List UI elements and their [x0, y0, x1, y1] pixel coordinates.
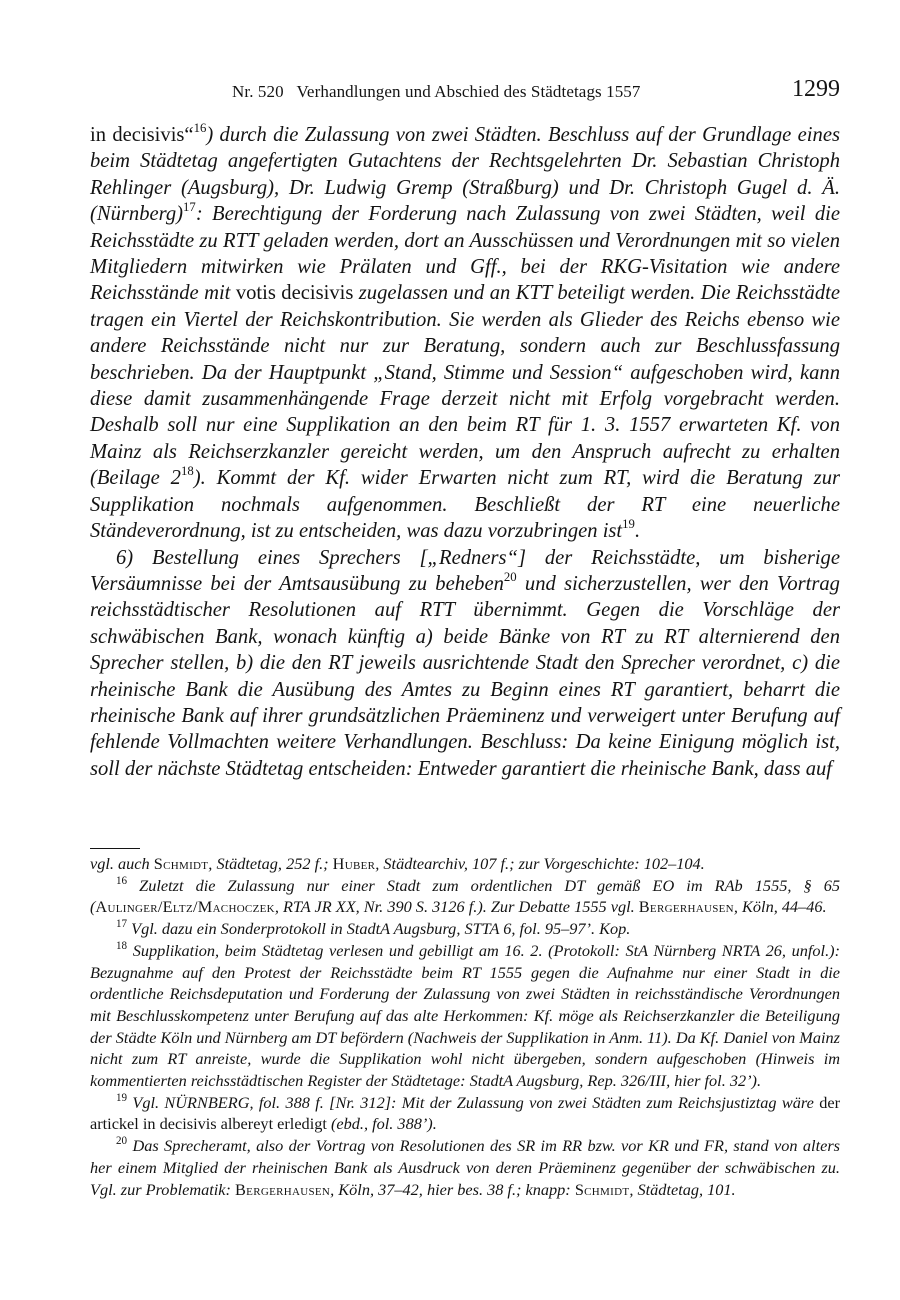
- text-span: , RTA JR XX, Nr. 390 S. 3126 f.). Zur Debatte 1555 vgl.: [274, 897, 639, 917]
- footnote-number: 17: [116, 918, 128, 931]
- author-name: Bergerhausen: [235, 1179, 331, 1199]
- text-span: .: [634, 520, 641, 543]
- footnote-number: 19: [116, 1091, 128, 1104]
- text-span: , Köln, 44–46.: [733, 897, 827, 917]
- footnote-ref[interactable]: 17: [183, 200, 196, 215]
- text-span: : Berechtigung der Forderung nach Zulassung von zwei Städten, weil die Reichsstädte zu RTT geladen werden, dort an Ausschüssen und Verordnungen mit so vielen Mitgliedern mitwirken wie Prälaten und Gff., bei der RKG-Visitation wie andere Reichsstände mit: [90, 203, 840, 305]
- footnote-ref[interactable]: 18: [180, 464, 194, 479]
- footnote-continuation: [90, 853, 840, 875]
- text-span: Zuletzt die Zulassung nur einer Stadt zum ordentlichen DT gemäß EO im RAb 1555, § 65 (: [90, 875, 840, 917]
- text-span: ) durch die Zulassung von zwei Städten. Beschluss auf der Grundlage eines beim Städtetag angefertigten Gutachtens der Rechtsgelehrten Dr. Sebastian Christoph Rehlinger (Augsburg), Dr. Ludwig Gremp (Straßburg) und Dr. Christoph Gugel d. Ä. (Nürnberg): [90, 124, 840, 226]
- text-span: vgl. auch: [90, 854, 154, 873]
- author-name: Schmidt: [153, 854, 209, 873]
- text-span: Vgl. dazu ein Sonderprotokoll in StadtA Augsburg, STTA 6, fol. 95–97’. Kop.: [127, 919, 631, 939]
- footnote-number: 16: [116, 874, 128, 887]
- footnote-number: 20: [116, 1135, 128, 1148]
- text-span: ). Kommt der Kf. wider Erwarten nicht zum RT, wird die Beratung zur Supplikation nochmals aufgenommen. Beschließt der RT eine neuerliche Ständeverordnung, ist zu entscheiden, was dazu vorzubringen ist: [90, 467, 841, 543]
- footnote-16: [90, 875, 840, 918]
- running-title: Nr. 520 Verhandlungen und Abschied des Städtetags 1557: [232, 82, 641, 101]
- text-span: 6) Bestellung eines Sprechers [„Redners“] der Reichsstädte, um bisherige Versäumnisse bei der Amtsausübung zu beheben: [90, 546, 840, 595]
- paragraph: [90, 545, 840, 783]
- footnote-18: [90, 940, 840, 1092]
- footnote-ref[interactable]: 19: [622, 516, 635, 531]
- text-span: in decisivis“: [90, 124, 194, 146]
- author-name: Aulinger/Eltz/Machoczek: [95, 897, 275, 917]
- footnote-17: [90, 918, 840, 940]
- text-span: , Städtetag, 101.: [629, 1179, 736, 1199]
- main-text: [90, 122, 840, 782]
- paragraph: [90, 122, 840, 545]
- author-name: Bergerhausen: [638, 897, 734, 917]
- footnote-20: [90, 1135, 840, 1200]
- author-name: Schmidt: [574, 1179, 630, 1199]
- footnotes: [90, 853, 840, 1200]
- text-span: , Köln, 37–42, hier bes. 38 f.; knapp:: [330, 1179, 575, 1199]
- quoted-source-text: der artickel in decisivis albereyt erledigt: [90, 1092, 840, 1134]
- footnote-number: 18: [116, 939, 128, 952]
- page-number: 1299: [792, 76, 840, 102]
- footnote-ref[interactable]: 16: [193, 120, 207, 135]
- text-span: , Städtearchiv, 107 f.; zur Vorgeschichte: 102–104.: [375, 854, 705, 873]
- footnote-19: [90, 1092, 840, 1135]
- text-span: votis decisivis: [235, 282, 354, 305]
- text-span: Supplikation, beim Städtetag verlesen und gebilligt am 16. 2. (Protokoll: StA Nürnberg NRTA 26, unfol.): Bezugnahme auf den Protest der Reichsstädte beim RT 1555 gegen die Aufnahme nur einer Stadt in die ordentliche Reichsdeputation und Forderung der Zulassung von zwei Städten in reichsständische Verordnungen mit Beschlusskompetenz unter Berufung auf das alte Herkommen: Kf. möge als Reichserzkanzler die Beteiligung der Städte Köln und Nürnberg am DT befördern (Nachweis der Supplikation in Anm. 11). Da Kf. Daniel von Mainz nicht zum RT anreiste, wurde die Supplikation wohl nicht übergeben, sondern aufgeschoben (Hinweis im kommentierten reichsstädtischen Register der Städtetage: StadtA Augsburg, Rep. 326/III, hier fol. 32’).: [90, 940, 840, 1091]
- text-span: Vgl. NÜRNBERG, fol. 388 f. [Nr. 312]: Mit der Zulassung von zwei Städten zum Reichsjustiztag wäre: [127, 1092, 820, 1112]
- footnote-divider: [90, 848, 140, 849]
- text-span: zugelassen und an KTT beteiligt werden. Die Reichsstädte tragen ein Viertel der Reichskontribution. Sie werden als Glieder des Reichs ebenso wie andere Reichsstände nicht nur zur Beratung, sondern auch zur Beschlussfassung beschrieben. Da der Hauptpunkt „Stand, Stimme und Session“ aufgeschoben wird, kann diese damit zusammenhängende Frage derzeit nicht mit Erfolg vorgebracht werden. Deshalb soll nur eine Supplikation an den beim RT für 1. 3. 1557 erwarteten Kf. von Mainz als Reichserzkanzler gereicht werden, um den Anspruch aufrecht zu erhalten (Beilage 2: [90, 282, 840, 490]
- running-head: [90, 76, 840, 110]
- footnote-ref[interactable]: 20: [503, 569, 517, 584]
- text-span: , Städtetag, 252 f.;: [208, 854, 333, 873]
- text-span: Das Sprecheramt, also der Vortrag von Resolutionen des SR im RR bzw. vor KR und FR, stand von alters her einem Mitglied der rheinischen Bank als Ausdruck von deren Präeminenz gegenüber der schwäbischen zu. Vgl. zur Problematik:: [90, 1136, 840, 1199]
- author-name: Huber: [332, 854, 376, 873]
- text-span: (ebd., fol. 388’).: [326, 1114, 437, 1134]
- text-span: und sicherzustellen, wer den Vortrag reichsstädtischer Resolutionen auf RTT übernimmt. Gegen die Vorschläge der schwäbischen Bank, wonach künftig a) beide Bänke von RT zu RT alternierend den Sprecher stellen, b) die den RT jeweils ausrichtende Stadt den Sprecher verordnet, c) die rheinische Bank die Ausübung des Amtes zu Beginn eines RT garantiert, beharrt die rheinische Bank auf ihrer grundsätzlichen Präeminenz und verweigert unter Berufung auf fehlende Vollmachten weitere Verhandlungen. Beschluss: Da keine Einigung möglich ist, soll der nächste Städtetag entscheiden: Entweder garantiert die rheinische Bank, dass auf: [90, 572, 840, 780]
